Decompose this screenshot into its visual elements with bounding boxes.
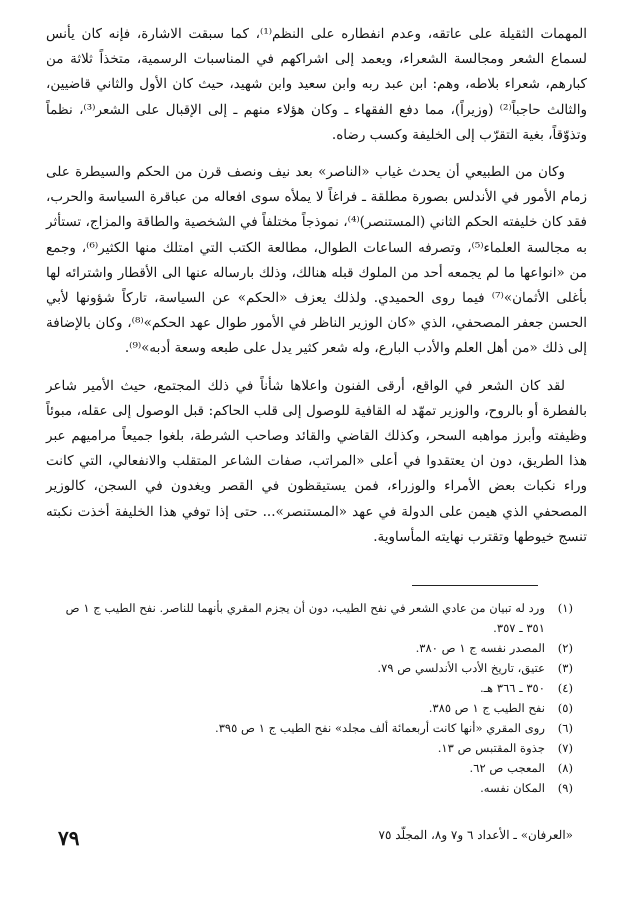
- body-text: [46, 22, 587, 550]
- footnote: [46, 658, 573, 678]
- footnote: [46, 698, 573, 718]
- page-number: ٧٩: [58, 826, 80, 850]
- footnote-number: (٣): [557, 661, 573, 675]
- footnote-text: عتيق، تاريخ الأدب الأندلسي ص ٧٩.: [377, 661, 545, 675]
- footnote-number: (٥): [557, 701, 573, 715]
- footnote-number: (٦): [557, 721, 573, 735]
- paragraph-2: وكان من الطبيعي أن يحدث غياب «الناصر» بعد نيف ونصف قرن من الحكم والسيطرة على زمام الأمور في الأندلس بصورة مطلقة ـ فراغاً لا يملأه سوى افعاله من عباقرة السياسة والحرب، فقد كان خليفته الحكم الثاني (المستنصر)⁽⁴⁾، نموذجاً مختلفاً في الشخصية والطاقة والمزاج، تستأثر به مجالسة العلماء⁽⁵⁾، وتصرفه الساعات الطوال، مطالعة الكتب التي امتلك منها الكثير⁽⁶⁾، وجمع من «انواعها ما لم يجمعه أحد من الملوك قبله هنالك، وذلك بارساله عنها الى الأقطار واشترائه لها بأغلى الأثمان»⁽⁷⁾ فيما روى الحميدي. ولذلك يعزف «الحكم» عن السياسة، تاركاً شؤونها لأبي الحسن جعفر المصحفي، الذي «كان الوزير الناظر في الأمور طوال عهد الحكم»⁽⁸⁾، وكان بالإضافة إلى ذلك «من أهل العلم والأدب البارع، وله شعر كثير يدل على طبعه وسعة أدبه»⁽⁹⁾.: [46, 164, 587, 357]
- footnote-text: جذوة المقتبس ص ١٣.: [437, 741, 545, 755]
- page-footer: [46, 826, 573, 850]
- footnote-text: ٣٥٠ ـ ٣٦٦ هـ.: [479, 681, 545, 695]
- footnote-text: المصدر نفسه ج ١ ص ٣٨٠.: [415, 641, 545, 655]
- footnote-separator: [412, 585, 538, 586]
- footnote: [46, 678, 573, 698]
- footnote-text: نفح الطيب ج ١ ص ٣٨٥.: [428, 701, 545, 715]
- journal-citation: «العرفان» ـ الأعداد ٦ و٧ و٨، المجلّد ٧٥: [378, 828, 573, 842]
- footnote: [46, 758, 573, 778]
- paragraph-3: لقد كان الشعر في الواقع، أرقى الفنون واعلاها شأناً في ذلك المجتمع، حيث الأمير شاعر بالفطرة أو بالروح، والوزير تمهّد له القافية للوصول إلى قلب الحاكم: قبل الوصول إلى عقله، مبوئاً وظيفته وأبرز مواهبه السحر، وكذلك القاضي والقائد وصاحب الشرطة، بلغوا جميعاً مراميهم عبر هذا الطريق، دون ان يعتقدوا في أعلى «المراتب، صفات الشاعر المتقلب والانفعالي، التي كانت وراء نكبات بعض الأمراء والوزراء، فمن يستيقظون في القصر ويغدون في السجن، كالوزير المصحفي الذي هيمن على الدولة في عهد «المستنصر»... حتى إذا توفي هذا الخليفة أخذت نكبته تنسج خيوطها وتقترب نهايته المأساوية.: [46, 377, 587, 545]
- footnote-number: (١): [557, 601, 573, 615]
- paragraph-1: المهمات الثقيلة على عاتقه، وعدم انفطاره على النظم⁽¹⁾، كما سبقت الاشارة، فإنه كان يأنس لسماع الشعر ومجالسة الشعراء، ويعمد إلى اشراكهم في المناسبات الرسمية، متخذاً ثلاثة من كبارهم، شعراء بلاطه، وهم: ابن عبد ربه وابن سعيد وابن شهيد، حيث كان الأول والثاني قاضيين، والثالث حاجباً⁽²⁾ (وزيراً)، مما دفع الفقهاء ـ وكان هؤلاء منهم ـ إلى الإقبال على الشعر⁽³⁾، نظماً وتذوّقاً، بغية التقرّب إلى الخليفة وكسب رضاه.: [46, 26, 587, 143]
- footnote-text: ورد له تبيان من عادي الشعر في نفح الطيب، دون أن يجزم المقري بأنهما للناصر. نفح الطيب ج ١ ص ٣٥١ ـ ٣٥٧.: [65, 601, 545, 635]
- footnote: [46, 638, 573, 658]
- footnote: [46, 718, 573, 738]
- footnote-text: روى المقري «أنها كانت أربعمائة ألف مجلد» نفح الطيب ج ١ ص ٣٩٥.: [215, 721, 545, 735]
- footnote: [46, 598, 573, 638]
- footnote-number: (٧): [557, 741, 573, 755]
- footnote-number: (٢): [557, 641, 573, 655]
- footnote-number: (٤): [557, 681, 573, 695]
- footnotes: [46, 598, 573, 798]
- footnote-text: المكان نفسه.: [480, 781, 545, 795]
- footnote-text: المعجب ص ٦٢.: [469, 761, 545, 775]
- footnote-number: (٨): [557, 761, 573, 775]
- footnote-number: (٩): [557, 781, 573, 795]
- footnote: [46, 778, 573, 798]
- footnote: [46, 738, 573, 758]
